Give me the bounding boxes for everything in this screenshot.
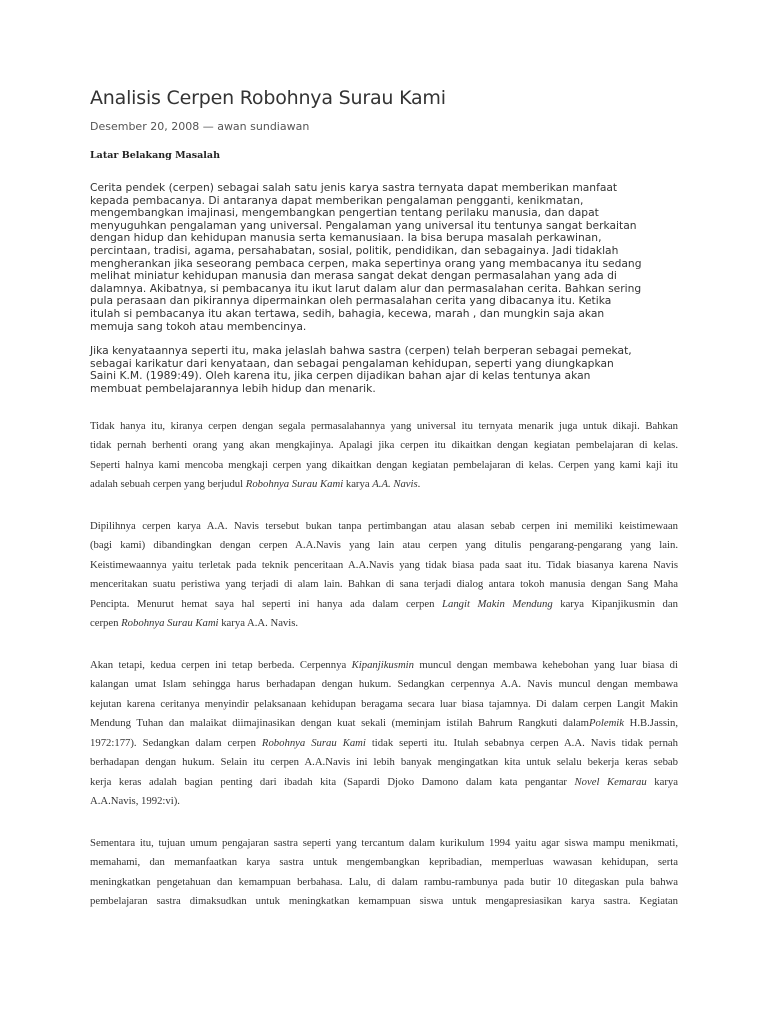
text-line: dalamnya. Akibatnya, si pembacanya itu ikut larut dalam alur dan permasalahan cerita. Bahkan sering xyxy=(90,281,642,295)
book-title: Robohnya Surau Kami xyxy=(121,617,219,629)
paragraph-5 xyxy=(90,656,678,812)
text-run: karya A.A. Navis. xyxy=(218,617,299,629)
text-line: tidak pernah berhenti orang yang akan mengkajinya. Apalagi jika cerpen itu dikaitkan dengan kegiatan pembelajaran di kelas. xyxy=(90,439,678,451)
text-line: (bagi kami) dibandingkan dengan cerpen A.A.Navis yang lain atau cerpen yang ditulis pengarang-pengarang yang lain. xyxy=(90,539,678,551)
book-title: Novel Kemarau xyxy=(574,775,647,788)
text-line: dengan hidup dan kehidupan manusia serta kemanusiaan. Ia bisa berupa masalah perkawinan, xyxy=(90,231,602,245)
text-line xyxy=(90,734,678,754)
author-name: Kipanjikusmin xyxy=(351,658,414,671)
text-run: . xyxy=(417,478,421,490)
text-run: Pencipta. Menurut hemat saya hal seperti ini hanya ada dalam cerpen xyxy=(90,597,443,610)
text-line: kejutan karena ceritanya menyindir pelaksanaan kehidupan beragama secara luar biasa tajamnya. Di dalam cerpen Langit Makin xyxy=(90,697,678,710)
text-line: menyuguhkan pengalaman yang universal. Pengalaman yang universal itu tentunya sangat berkaitan xyxy=(90,218,637,232)
text-run: kerja keras adalah bagian penting dari ibadah kita (Sapardi Djoko Damono dalam kata pengantar xyxy=(90,775,575,788)
text-line: percintaan, tradisi, agama, persahabatan, sosial, politik, pendidikan, dan sebagainya. Jadi tidaklah xyxy=(90,243,619,257)
paragraph-6 xyxy=(90,834,678,912)
text-line: kepada pembacanya. Di antaranya dapat memberikan pengalaman pengganti, kenikmatan, xyxy=(90,193,584,207)
text-line: mengherankan jika seseorang pembaca cerpen, maka sepertinya orang yang membacanya itu sedang xyxy=(90,256,642,270)
text-line xyxy=(90,614,678,634)
text-line: Keistimewaannya yaitu terletak pada teknik penceritaan A.A.Navis yang tidak biasa pada saat itu. Tidak biasanya karena Navis xyxy=(90,558,678,571)
text-line: Cerita pendek (cerpen) sebagai salah satu jenis karya sastra ternyata dapat memberikan manfaat xyxy=(90,181,618,194)
text-run: 1972:177). Sedangkan dalam cerpen xyxy=(90,736,262,749)
paragraph-2 xyxy=(90,345,678,395)
paragraph-1 xyxy=(90,182,678,333)
article xyxy=(90,86,678,912)
text-line xyxy=(90,656,678,676)
text-run: tidak seperti itu. Itulah sebabnya cerpen A.A. Navis tidak pernah xyxy=(365,736,678,749)
text-run: cerpen xyxy=(90,617,122,629)
text-line xyxy=(90,773,678,793)
text-line: meningkatkan pengetahuan dan kemampuan berbahasa. Lalu, di dalam rambu-rambunya pada butir 10 ditegaskan pula bahwa xyxy=(90,875,678,888)
book-title: Robohnya Surau Kami xyxy=(261,736,366,749)
text-line: A.A.Navis, 1992:vi). xyxy=(90,795,180,807)
text-line: mengembangkan imajinasi, mengembangkan pengertian tentang perilaku manusia, dan dapat xyxy=(90,206,599,220)
text-line: pula perasaan dan pikirannya dipermainkan oleh permasalahan cerita yang dibacanya itu. Ketika xyxy=(90,294,612,308)
text-line: Tidak hanya itu, kiranya cerpen dengan segala permasalahannya yang universal itu ternyata menarik juga untuk dikaji. Bahkan xyxy=(90,419,678,432)
article-meta: Desember 20, 2008 — awan sundiawan xyxy=(90,120,310,133)
text-line: memahami, dan memanfaatkan karya sastra untuk mengembangkan kepribadian, memperluas wawasan kehidupan, serta xyxy=(90,856,678,868)
text-line xyxy=(90,714,678,734)
text-line: memuja sang tokoh atau membencinya. xyxy=(90,319,307,333)
book-title: Langit Makin Mendung xyxy=(442,597,553,610)
text-line: sebagai karikatur dari kenyataan, dan sebagai pengalaman kehidupan, seperti yang diungkapkan xyxy=(90,356,614,370)
text-line: berhadapan dengan hukum. Selain itu cerpen A.A.Navis ini lebih banyak mengingatkan kita untuk selalu bekerja keras sebab xyxy=(90,756,678,768)
text-run: Akan tetapi, kedua cerpen ini tetap berbeda. Cerpennya xyxy=(90,658,352,671)
text-line: Dipilihnya cerpen karya A.A. Navis tersebut bukan tanpa pertimbangan atau alasan sebab cerpen ini memiliki keistimewaan xyxy=(90,519,678,532)
text-line: kalangan umat Islam sehingga harus berhadapan dengan hukum. Sedangkan cerpennya A.A. Navis muncul dengan membawa xyxy=(90,678,678,690)
section-title: Latar Belakang Masalah xyxy=(90,150,220,161)
text-run: karya xyxy=(343,478,373,490)
text-line: pembelajaran sastra dimaksudkan untuk meningkatkan kemampuan siswa untuk mengapresiasikan karya sastra. Kegiatan xyxy=(90,895,678,907)
book-title: Robohnya Surau Kami xyxy=(245,478,344,490)
article-title: Analisis Cerpen Robohnya Surau Kami xyxy=(90,87,446,109)
text-line: Jika kenyataannya seperti itu, maka jelaslah bahwa sastra (cerpen) telah berperan sebagai pemekat, xyxy=(90,344,632,358)
text-run: adalah sebuah cerpen yang berjudul xyxy=(90,478,246,490)
text-line xyxy=(90,595,678,615)
author-name: A.A. Navis xyxy=(372,478,418,490)
text-line: Seperti halnya kami mencoba mengkaji cerpen yang dikaitkan dengan kegiatan pembelajaran di kelas. Cerpen yang kami kaji itu xyxy=(90,458,678,471)
text-run: Mendung Tuhan dan malaikat diimajinasikan dengan kuat sekali (meminjam istilah Bahrum Rangkuti dalam xyxy=(90,717,589,729)
text-line: Sementara itu, tujuan umum pengajaran sastra seperti yang tercantum dalam kurikulum 1994 yaitu agar siswa mampu menikmati, xyxy=(90,836,678,849)
book-title: Polemik xyxy=(589,717,625,729)
text-run: muncul dengan membawa kehebohan yang luar biasa di xyxy=(413,658,678,671)
text-line: Saini K.M. (1989:49). Oleh karena itu, jika cerpen dijadikan bahan ajar di kelas tentunya akan xyxy=(90,369,591,383)
paragraph-4 xyxy=(90,517,678,634)
text-line xyxy=(90,475,678,495)
text-run: karya xyxy=(646,775,679,788)
text-run: H.B.Jassin, xyxy=(624,717,678,729)
text-line: membuat pembelajarannya lebih hidup dan menarik. xyxy=(90,381,376,395)
text-line: menceritakan suatu peristiwa yang terjadi di alam lain. Bahkan di sana terjadi dialog antara tokoh manusia dengan Sang Maha xyxy=(90,578,678,590)
paragraph-3 xyxy=(90,417,678,495)
text-line: itulah si pembacanya itu akan tertawa, sedih, bahagia, kecewa, marah , dan mungkin saja akan xyxy=(90,306,605,320)
text-run: karya Kipanjikusmin dan xyxy=(552,597,678,610)
text-line: melihat miniatur kehidupan manusia dan merasa sangat dekat dengan permasalahan yang ada di xyxy=(90,269,617,283)
